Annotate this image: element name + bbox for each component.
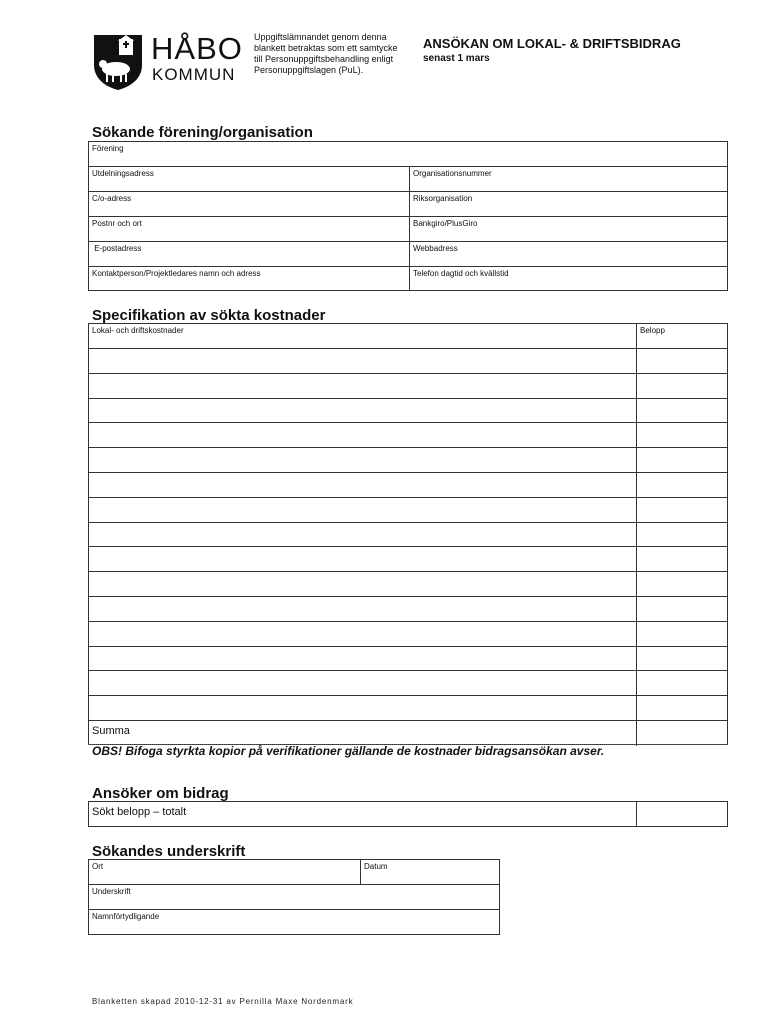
cost-row	[89, 399, 727, 424]
habo-kommun-logo	[92, 33, 242, 91]
cost-row	[89, 448, 727, 473]
data-consent-notice	[254, 32, 414, 76]
cost-description-field[interactable]	[89, 547, 636, 571]
cost-description-field[interactable]	[89, 622, 636, 646]
cost-description-field[interactable]	[89, 597, 636, 621]
applicant-row-forening	[89, 142, 727, 167]
cost-row	[89, 423, 727, 448]
cost-description-field[interactable]	[89, 498, 636, 522]
signature-table	[88, 859, 500, 935]
cost-description-label: Lokal- och driftskostnader	[92, 326, 184, 335]
namnfortydligande-field[interactable]	[89, 910, 499, 934]
underskrift-label: Underskrift	[92, 887, 131, 896]
bankgiro-label: Bankgiro/PlusGiro	[413, 219, 478, 228]
applicant-row	[89, 192, 727, 217]
cost-specification-table	[88, 323, 728, 745]
costs-section-heading: Specifikation av sökta kostnader	[92, 307, 326, 324]
applicant-row	[89, 217, 727, 242]
cost-amount-field[interactable]	[636, 597, 727, 621]
postnr-ort-field[interactable]	[89, 217, 409, 241]
epostadress-label: E-postadress	[92, 244, 142, 253]
notice-line: Uppgiftslämnandet genom denna	[254, 32, 387, 42]
cost-row	[89, 547, 727, 572]
postnr-ort-label: Postnr och ort	[92, 219, 142, 228]
total-amount-field[interactable]	[636, 802, 727, 826]
cost-description-field[interactable]	[89, 671, 636, 695]
datum-field[interactable]	[360, 860, 499, 884]
telefon-field[interactable]	[409, 267, 727, 291]
cost-description-field[interactable]	[89, 572, 636, 596]
riksorganisation-field[interactable]	[409, 192, 727, 216]
bankgiro-field[interactable]	[409, 217, 727, 241]
signature-row	[89, 860, 499, 885]
namnfortydligande-label: Namnförtydligande	[92, 912, 160, 921]
signature-section-heading: Sökandes underskrift	[92, 843, 246, 860]
cost-amount-header[interactable]	[636, 324, 727, 348]
kontaktperson-label: Kontaktperson/Projektledares namn och adress	[92, 269, 261, 278]
notice-line: blankett betraktas som ett samtycke	[254, 43, 398, 53]
signature-row	[89, 885, 499, 910]
attachment-note: OBS! Bifoga styrkta kopior på verifikationer gällande de kostnader bidragsansökan avser.	[92, 744, 605, 758]
applicant-row	[89, 267, 727, 291]
cost-description-field[interactable]	[89, 473, 636, 497]
ort-label: Ort	[92, 862, 104, 871]
cost-amount-field[interactable]	[636, 399, 727, 423]
webbadress-label: Webbadress	[413, 244, 458, 253]
cost-row	[89, 349, 727, 374]
cost-amount-field[interactable]	[636, 423, 727, 447]
cost-description-field[interactable]	[89, 423, 636, 447]
cost-row	[89, 696, 727, 721]
cost-row	[89, 498, 727, 523]
applicant-section-heading: Sökande förening/organisation	[92, 124, 313, 141]
cost-amount-field[interactable]	[636, 498, 727, 522]
epostadress-field[interactable]	[89, 242, 409, 266]
cost-row	[89, 374, 727, 399]
cost-description-header[interactable]	[89, 324, 636, 348]
notice-line: till Personuppgiftsbehandling enligt	[254, 54, 394, 64]
cost-description-field[interactable]	[89, 523, 636, 547]
kontaktperson-field[interactable]	[89, 267, 409, 291]
organisationsnummer-label: Organisationsnummer	[413, 169, 492, 178]
cost-description-field[interactable]	[89, 374, 636, 398]
co-adress-field[interactable]	[89, 192, 409, 216]
co-adress-label: C/o-adress	[92, 194, 132, 203]
cost-amount-field[interactable]	[636, 622, 727, 646]
signature-row	[89, 910, 499, 934]
cost-row	[89, 671, 727, 696]
telefon-label: Telefon dagtid och kvällstid	[413, 269, 509, 278]
cost-description-field[interactable]	[89, 448, 636, 472]
cost-description-field[interactable]	[89, 399, 636, 423]
cost-row	[89, 622, 727, 647]
grant-table	[88, 801, 728, 827]
logo-wordmark: HÅBO	[151, 31, 243, 66]
form-deadline: senast 1 mars	[423, 53, 490, 64]
cost-row	[89, 473, 727, 498]
applicant-row	[89, 167, 727, 192]
utdelningsadress-label: Utdelningsadress	[92, 169, 154, 178]
cost-row	[89, 597, 727, 622]
cost-sum-amount-field[interactable]	[636, 721, 727, 746]
riksorganisation-label: Riksorganisation	[413, 194, 473, 203]
applicant-form-table	[88, 141, 728, 291]
datum-label: Datum	[364, 862, 388, 871]
cost-amount-field[interactable]	[636, 572, 727, 596]
grant-section-heading: Ansöker om bidrag	[92, 785, 229, 802]
cost-amount-field[interactable]	[636, 349, 727, 373]
utdelningsadress-field[interactable]	[89, 167, 409, 191]
forening-label: Förening	[92, 144, 124, 153]
cost-amount-label: Belopp	[640, 326, 665, 335]
applicant-row	[89, 242, 727, 267]
form-footer: Blanketten skapad 2010-12-31 av Pernilla Maxe Nordenmark	[92, 997, 354, 1006]
cost-sum-label: Summa	[92, 725, 130, 737]
cost-amount-field[interactable]	[636, 647, 727, 671]
logo-subtitle: KOMMUN	[152, 65, 236, 84]
cost-amount-field[interactable]	[636, 696, 727, 720]
cost-description-field[interactable]	[89, 349, 636, 373]
cost-description-field[interactable]	[89, 696, 636, 720]
cost-header-row	[89, 324, 727, 349]
cost-amount-field[interactable]	[636, 523, 727, 547]
total-amount-label-cell	[89, 802, 636, 826]
cost-row	[89, 572, 727, 597]
cost-sum-row	[89, 721, 727, 746]
webbadress-field[interactable]	[409, 242, 727, 266]
underskrift-field[interactable]	[89, 885, 499, 909]
notice-line: Personuppgiftslagen (PuL).	[254, 65, 364, 75]
cost-amount-field[interactable]	[636, 547, 727, 571]
forening-field[interactable]	[89, 142, 727, 166]
organisationsnummer-field[interactable]	[409, 167, 727, 191]
cost-description-field[interactable]	[89, 647, 636, 671]
total-amount-label: Sökt belopp – totalt	[92, 806, 187, 818]
form-title: ANSÖKAN OM LOKAL- & DRIFTSBIDRAG	[423, 36, 681, 51]
cost-amount-field[interactable]	[636, 374, 727, 398]
cost-row	[89, 647, 727, 672]
cost-sum-label-cell	[89, 721, 636, 746]
ort-field[interactable]	[89, 860, 360, 884]
cost-amount-field[interactable]	[636, 671, 727, 695]
coat-of-arms-icon	[92, 33, 144, 91]
cost-amount-field[interactable]	[636, 448, 727, 472]
cost-amount-field[interactable]	[636, 473, 727, 497]
cost-row	[89, 523, 727, 548]
